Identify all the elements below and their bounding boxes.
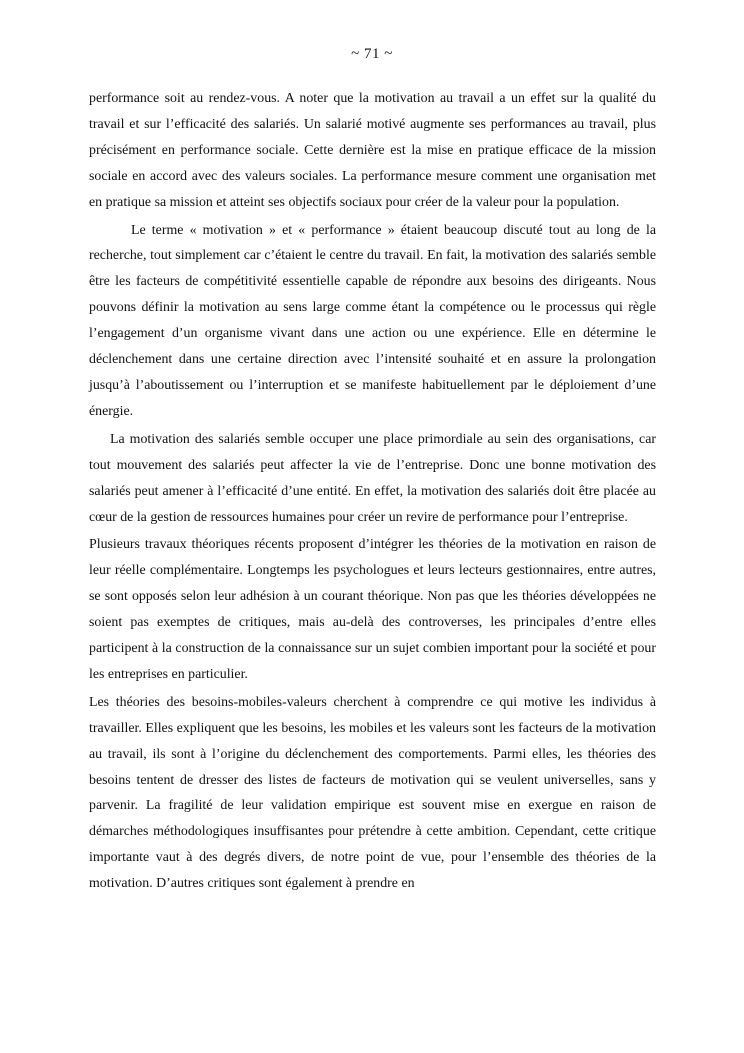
paragraph-4: Plusieurs travaux théoriques récents proposent d’intégrer les théories de la motivation en raison de leur réelle complémentaire. Longtemps les psychologues et leurs lecteurs gestionnaires, entre autres, se sont opposés selon leur adhésion à un courant théorique. Non pas que les théories développées ne soient pas exemptes de critiques, mais au-delà des controverses, les principales d’entre elles participent à la construction de la connaissance sur un sujet combien important pour la société et pour les entreprises en particulier. <box>89 537 656 682</box>
paragraph-2: Le terme « motivation » et « performance » étaient beaucoup discuté tout au long de la recherche, tout simplement car c’étaient le centre du travail. En fait, la motivation des salariés semble être les facteurs de compétitivité essentielle capable de répondre aux besoins des dirigeants. Nous pouvons définir la motivation au sens large comme étant la compétence ou le processus qui règle l’engagement d’un organisme vivant dans une action ou une expérience. Elle en détermine le déclenchement dans une certaine direction avec l’intensité souhaité et en assure la prolongation jusqu’à l’aboutissement ou l’interruption et se manifeste habituellement par le déploiement d’une énergie. <box>89 222 656 419</box>
paragraph-5: Les théories des besoins-mobiles-valeurs cherchent à comprendre ce qui motive les individus à travailler. Elles expliquent que les besoins, les mobiles et les valeurs sont les facteurs de la motivation au travail, ils sont à l’origine du déclenchement des comportements. Parmi elles, les théories des besoins tentent de dresser des listes de facteurs de motivation qui se veulent universelles, sans y parvenir. La fragilité de leur validation empirique est souvent mise en exergue en raison de démarches méthodologiques insuffisantes pour prétendre à cette ambition. Cependant, cette critique importante vaut à des degrés divers, de notre point de vue, pour l’ensemble des théories de la motivation. D’autres critiques sont également à prendre en <box>89 694 656 892</box>
body-text <box>89 86 656 897</box>
page-number: ~ 71 ~ <box>351 46 393 62</box>
paragraph-3: La motivation des salariés semble occuper une place primordiale au sein des organisations, car tout mouvement des salariés peut affecter la vie de l’entreprise. Donc une bonne motivation des salariés peut amener à l’efficacité d’une entité. En effet, la motivation des salariés doit être placée au cœur de la gestion de ressources humaines pour créer un revire de performance pour l’entreprise. <box>89 431 656 525</box>
paragraph-1: performance soit au rendez-vous. A noter que la motivation au travail a un effet sur la qualité du travail et sur l’efficacité des salariés. Un salarié motivé augmente ses performances au travail, plus précisément en performance sociale. Cette dernière est la mise en pratique efficace de la mission sociale en accord avec des valeurs sociales. La performance mesure comment une organisation met en pratique sa mission et atteint ses objectifs sociaux pour créer de la valeur pour la population. <box>89 91 656 210</box>
